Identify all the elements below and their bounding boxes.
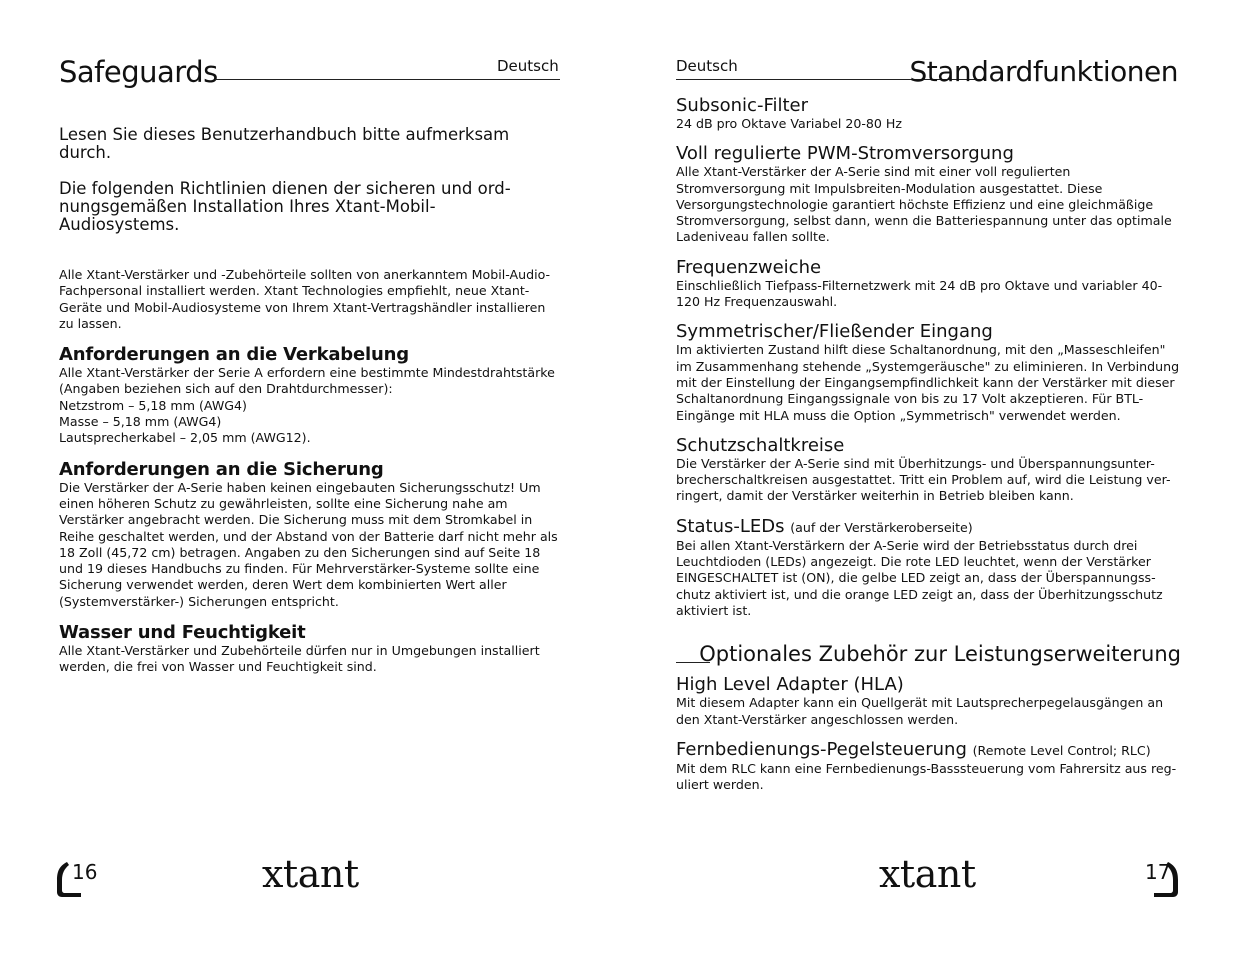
feature-text: Die Verstärker der A-Serie sind mit Überhitzungs- und Überspannungsunter-brecherschaltkreisen ausgestattet. Tritt ein Problem auf, wird die Leistung ver-ringert, damit der Verstärker weiterhin in Betrieb bleiben kann. — [676, 455, 1171, 504]
left-page — [0, 0, 617, 954]
feature-subsonic — [676, 96, 1181, 132]
accessory-text: Mit diesem Adapter kann ein Quellgerät mit Lautsprecherpegelausgängen an den Xtant-Verstärker angeschlossen werden. — [676, 695, 1164, 727]
feature-heading: Voll regulierte PWM-Stromversorgung — [676, 143, 1014, 165]
xtant-logo: xtant — [262, 852, 359, 896]
page-title: Safeguards — [59, 55, 218, 89]
feature-status-leds — [676, 517, 1181, 619]
section-heading: Anforderungen an die Sicherung — [59, 458, 384, 480]
feature-heading: Symmetrischer/Fließender Eingang — [676, 321, 993, 343]
language-label: Deutsch — [676, 57, 738, 75]
feature-subheading: (auf der Verstärkeroberseite) — [790, 519, 973, 535]
accessory-text: Mit dem RLC kann eine Fernbedienungs-Basssteuerung vom Fahrersitz aus reg-uliert werden. — [676, 760, 1177, 793]
feature-balanced-input — [676, 322, 1181, 423]
lead-paragraph-1: Lesen Sie dieses Benutzerhandbuch bitte aufmerksam durch. — [59, 125, 510, 162]
accessory-subheading: (Remote Level Control; RLC) — [972, 742, 1151, 758]
feature-text: Alle Xtant-Verstärker der A-Serie sind mit einer voll regulierten Stromversorgung mit Impulsbreiten-Modulation ausgestattet. Diese Versorgungstechnologie garantiert höchste Effizienz und eine gleichmäßige Stromversorgung, selbst dann, wenn die Batteriespannung unter das optimale Ladeniveau fallen sollte. — [676, 164, 1172, 245]
right-content — [676, 96, 1181, 793]
feature-protection — [676, 436, 1181, 505]
optional-title: Optionales Zubehör zur Leistungserweiterung — [699, 642, 1181, 667]
feature-text: Im aktivierten Zustand hilft diese Schaltanordnung, mit den „Masseschleifen" im Zusammenhang stehende „Systemgeräusche" zu eliminieren. In Verbindung mit der Einstellung der Eingangsempfindlichkeit kann der Verstärker mit dieser Schaltanordnung Eingangssignale von bis zu 17 Volt akzeptieren. Für BTL-Eingänge mit HLA muss die Option „Symmetrisch" verwendet werden. — [676, 342, 1180, 423]
page-number: 16 — [72, 860, 98, 884]
feature-heading: Frequenzweiche — [676, 256, 822, 278]
feature-text: Bei allen Xtant-Verstärkern der A-Serie wird der Betriebsstatus durch drei Leuchtdioden (LEDs) angezeigt. Die rote LED leuchtet, wenn der Verstärker EINGESCHALTET ist (ON), die gelbe LED zeigt an, dass der Überspannungss-chutz aktiviert ist, und die orange LED zeigt an, dass der Überhitzungsschutz aktiviert ist. — [676, 537, 1163, 618]
language-label: Deutsch — [497, 57, 559, 75]
page-number: 17 — [1145, 860, 1171, 884]
feature-heading: Subsonic-Filter — [676, 95, 809, 116]
section-water — [59, 623, 559, 676]
accessory-heading: High Level Adapter (HLA) — [676, 674, 904, 696]
accessory-rlc — [676, 740, 1181, 794]
feature-heading: Schutzschaltkreise — [676, 434, 845, 456]
title-rule — [215, 79, 560, 80]
intro-paragraph: Alle Xtant-Verstärker und -Zubehörteile sollten von anerkanntem Mobil-Audio-Fachpersonal installiert werden. Xtant Technologies empfiehlt, neue Xtant-Geräte und Mobil-Audiosysteme von Ihrem Xtant-Vertragshändler installieren zu lassen. — [59, 267, 551, 331]
section-wiring — [59, 345, 559, 446]
accessory-heading: Fernbedienungs-Pegelsteuerung (Remote Level Control; RLC) — [676, 738, 1151, 760]
section-line: Lautsprecherkabel – 2,05 mm (AWG12). — [59, 430, 311, 446]
section-heading: Wasser und Feuchtigkeit — [59, 622, 306, 644]
section-line: Masse – 5,18 mm (AWG4) — [59, 414, 222, 430]
section-line: Die Verstärker der A-Serie haben keinen eingebauten Sicherungsschutz! Um einen höheren Schutz zu gewährleisten, sollte eine Sicherung nahe am Verstärker angebracht werden. Die Sicherung muss mit dem Stromkabel in Reihe geschaltet werden, und der Abstand von der Batterie darf nicht mehr als 18 Zoll (45,72 cm) betragen. Angaben zu den Sicherungen sind auf Seite 18 und 19 dieses Handbuchs zu finden. Für Mehrverstärker-Systeme sollte eine Sicherung verwendet werden, deren Wert dem kombinierten Wert aller (Systemverstärker-) Sicherungen entspricht. — [59, 479, 558, 609]
section-line: Alle Xtant-Verstärker und Zubehörteile dürfen nur in Umgebungen installiert werden, die frei von Wasser und Feuchtigkeit sind. — [59, 643, 540, 675]
section-fuse — [59, 460, 559, 610]
optional-accessories-header — [676, 641, 1181, 667]
section-heading: Anforderungen an die Verkabelung — [59, 344, 409, 366]
xtant-logo: xtant — [879, 852, 976, 896]
left-content — [59, 126, 559, 676]
feature-text: 24 dB pro Oktave Variabel 20-80 Hz — [676, 116, 903, 131]
section-line: Alle Xtant-Verstärker der Serie A erfordern eine bestimmte Mindestdrahtstärke (Angaben beziehen sich auf den Drahtdurchmesser): — [59, 365, 555, 397]
right-page — [617, 0, 1235, 954]
feature-pwm — [676, 144, 1181, 245]
feature-heading: Status-LEDs (auf der Verstärkeroberseite) — [676, 515, 973, 537]
feature-text: Einschließlich Tiefpass-Filternetzwerk mit 24 dB pro Oktave und variabler 40-120 Hz Frequenzauswahl. — [676, 277, 1163, 310]
accessory-hla — [676, 675, 1181, 728]
page-corner-icon — [1150, 858, 1180, 898]
lead-paragraph-2: Die folgenden Richtlinien dienen der sicheren und ord-nungsgemäßen Installation Ihres Xtant-Mobil-Audiosystems. — [59, 179, 511, 234]
page-title: Standardfunktionen — [909, 55, 1178, 88]
feature-crossover — [676, 258, 1181, 311]
section-line: Netzstrom – 5,18 mm (AWG4) — [59, 397, 247, 413]
